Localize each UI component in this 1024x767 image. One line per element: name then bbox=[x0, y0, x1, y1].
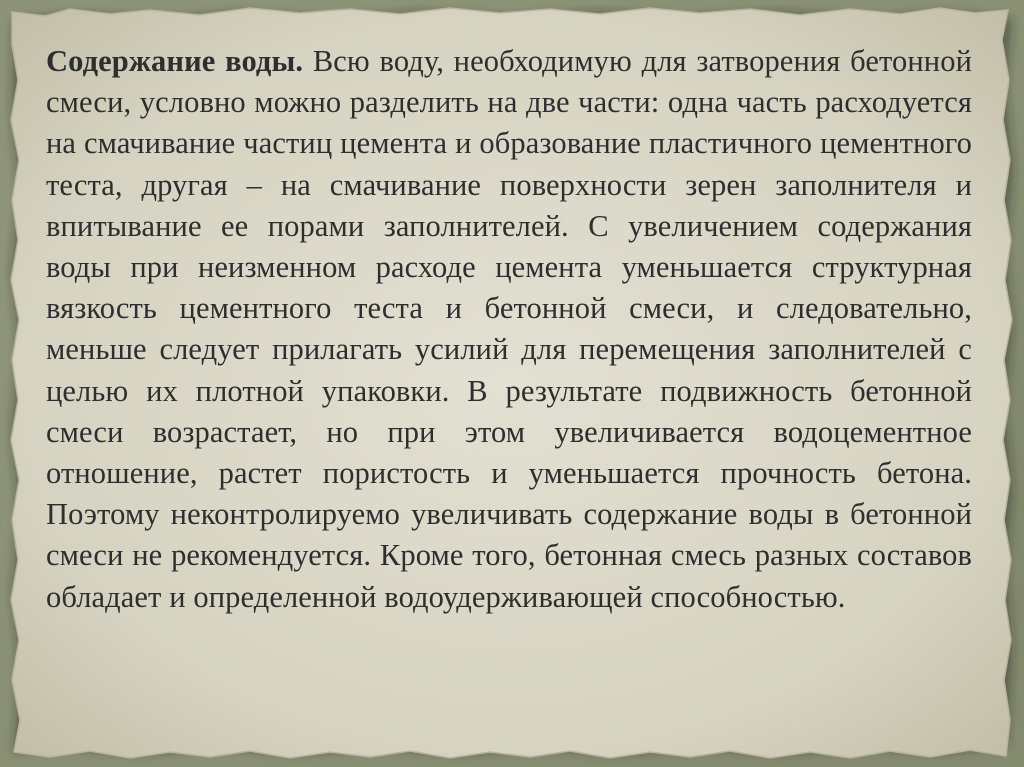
slide-heading: Содержание воды. bbox=[46, 44, 304, 78]
slide-body-text bbox=[46, 41, 972, 618]
slide-paragraph: Всю воду, необходимую для затворения бетонной смеси, условно можно разделить на две части: одна часть расходуется на смачивание частиц цемента и образование пластичного цементного теста, другая – на смачивание поверхности зерен заполнителя и впитывание ее порами заполнителей. С увеличением содержания воды при неизменном расходе цемента уменьшается структурная вязкость цементного теста и бетонной смеси, и следовательно, меньше следует прилагать усилий для перемещения заполнителей с целью их плотной упаковки. В результате подвижность бетонной смеси возрастает, но при этом увеличивается водоцементное отношение, растет пористость и уменьшается прочность бетона. Поэтому неконтролируемо увеличивать содержание воды в бетонной смеси не рекомендуется. Кроме того, бетонная смесь разных составов обладает и определенной водоудерживающей способностью. bbox=[46, 44, 972, 614]
